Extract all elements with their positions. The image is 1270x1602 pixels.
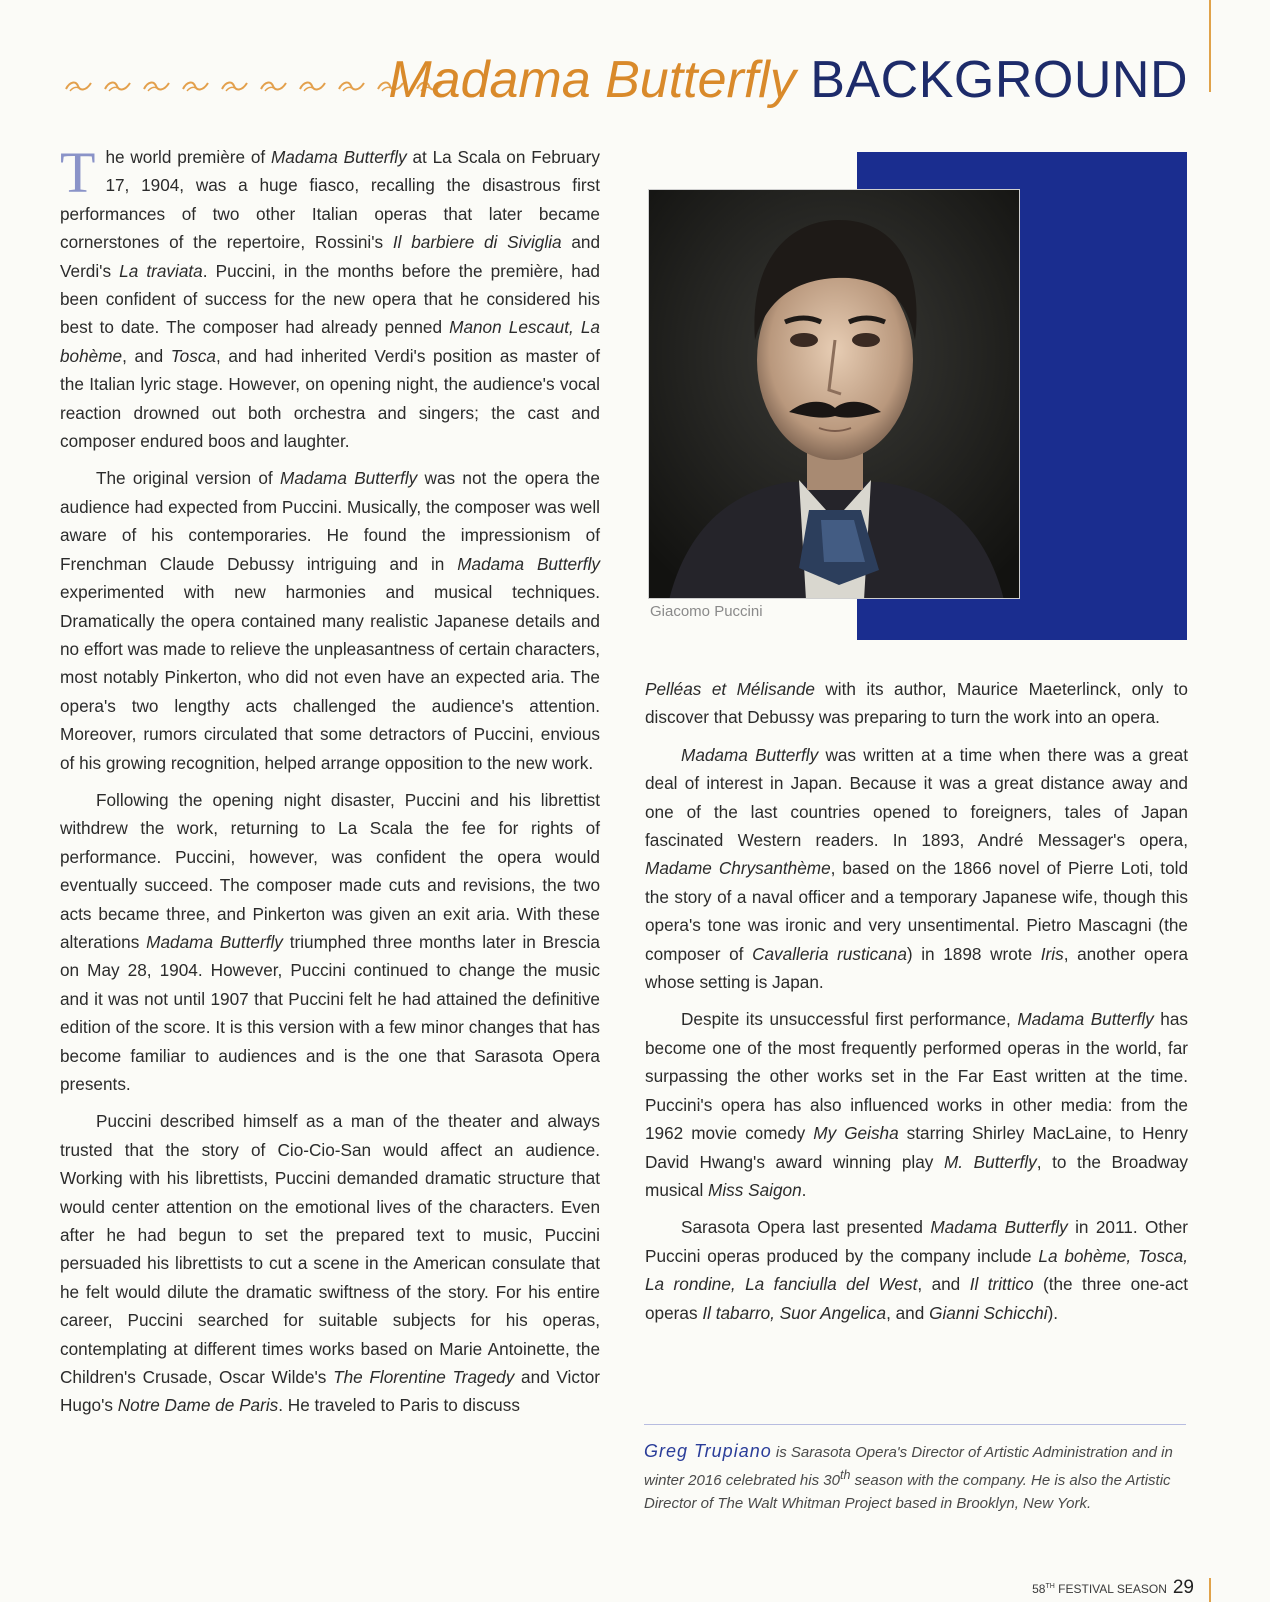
italic-title-run: La bohème, Tosca, La rondine, La fanciulla del West [645, 1245, 1188, 1295]
text-run: ). [1047, 1302, 1059, 1323]
title-opera-name: Madama Butterfly [388, 51, 796, 109]
title-background-word: BACKGROUND [810, 51, 1188, 109]
text-run: with its author, Maurice Maeterlinck, only to discover that Debussy was preparing to turn the work into an opera. [645, 679, 1188, 728]
italic-title-run: My Geisha [813, 1123, 899, 1144]
text-run: (the three one-act operas [645, 1274, 1188, 1323]
author-bio [644, 1440, 1189, 1515]
italic-title-run: Il trittico [969, 1274, 1034, 1295]
text-run: at La Scala on February 17, 1904, was a huge fiasco, recalling the disastrous first performances of two other Italian operas that later became cornerstones of the repertoire, Rossini's [60, 147, 600, 253]
text-run: , to the Broadway musical [645, 1151, 1188, 1200]
text-run: was not the opera the audience had expected from Puccini. Musically, the composer was well aware of his contemporaries. He found the impressionism of Frenchman Claude Debussy intriguing and in [60, 468, 600, 574]
italic-title-run: Madama Butterfly [146, 931, 283, 952]
italic-title-run: Madama Butterfly [457, 553, 600, 574]
text-run: was written at a time when there was a great deal of interest in Japan. Because it was a great distance away and one of the last countries opened to foreigners, tales of Japan fascinated Western readers. In 1893, André Messager's opera, [645, 744, 1188, 851]
italic-title-run: Pelléas et Mélisande [645, 679, 815, 699]
text-run: . [801, 1179, 807, 1200]
italic-title-run: Madama Butterfly [681, 744, 819, 765]
text-run: and Victor Hugo's [60, 1367, 600, 1416]
drop-cap: T [60, 140, 96, 205]
season-ordinal: TH [1045, 1583, 1055, 1590]
text-run: , and [886, 1302, 930, 1323]
text-run: , another opera whose setting is Japan. [645, 943, 1188, 993]
text-run: starring Shirley MacLaine, to Henry David Hwang's award winning play [645, 1123, 1188, 1172]
body-paragraph [645, 675, 1188, 732]
body-paragraph [60, 1107, 600, 1419]
season-number: 58 [1032, 1582, 1046, 1596]
bottom-right-accent-rule [1209, 1578, 1211, 1602]
body-paragraph [60, 140, 600, 455]
bio-text-part2: season with the company. He is also the Artistic Director of The Walt Whitman Project based in Brooklyn, New York. [644, 1472, 1171, 1512]
page-number: 29 [1172, 1577, 1194, 1598]
text-run: , based on the 1866 novel of Pierre Loti, told the story of a naval officer and a temporary Japanese wife, though this opera's tone was ironic and very unsentimental. Pietro Mascagni (the composer of [645, 858, 1189, 964]
paragraph-text [60, 140, 600, 452]
italic-title-run: Miss Saigon [708, 1179, 802, 1200]
wave-ornament-icon [64, 77, 94, 95]
italic-title-run: Madame Chrysanthème [645, 858, 831, 879]
body-paragraph [60, 464, 600, 776]
text-run: , and had inherited Verdi's position as master of the Italian lyric stage. However, on opening night, the audience's vocal reaction drowned out both orchestra and singers; the cast and composer endured boos and laughter. [60, 345, 600, 452]
text-run: ) in 1898 wrote [906, 943, 1041, 964]
author-name: Greg Trupiano [644, 1441, 772, 1461]
left-text-column [60, 140, 600, 1429]
text-run: experimented with new harmonies and musical techniques. Dramatically the opera contained many realistic Japanese details and no effort was made to relieve the unpleasantness of certain characters, most notably Pinkerton, who did not even have an expected aria. The opera's two lengthy acts challenged the audience's attention. Moreover, rumors circulated that some detractors of Puccini, envious of his growing recognition, helped arrange opposition to the new work. [60, 582, 600, 773]
body-paragraph [645, 1005, 1188, 1204]
italic-title-run: Iris [1040, 943, 1064, 964]
wave-ornament-icon [337, 77, 367, 95]
body-paragraph [60, 786, 600, 1098]
wave-ornament-icon [142, 77, 172, 95]
page-header [58, 48, 1188, 118]
italic-title-run: Notre Dame de Paris [117, 1395, 279, 1416]
body-paragraph [645, 1213, 1188, 1327]
wave-ornament-icon [298, 77, 328, 95]
text-run: . He traveled to Paris to discuss [278, 1395, 520, 1416]
page-title [388, 48, 1188, 112]
text-run: Puccini described himself as a man of the theater and always trusted that the story of Cio-Cio-San would affect an audience. Working with his librettists, Puccini demanded dramatic structure that would center attention on the emotional lives of the characters. Even after he had begun to set the prepared text to music, Puccini persuaded his librettists to cut a scene in the American consulate that he felt would dilute the dramatic swiftness of the story. For his entire career, Puccini searched for suitable subjects for his operas, contemplating at different times works based on Marie Antoinette, the Children's Crusade, Oscar Wilde's [60, 1111, 600, 1388]
italic-title-run: M. Butterfly [943, 1151, 1037, 1172]
text-run: in 2011. Other Puccini operas produced by the company include [645, 1217, 1188, 1266]
italic-title-run: Il barbiere di Siviglia [392, 232, 562, 253]
italic-title-run: Madama Butterfly [280, 468, 418, 489]
text-run: and Verdi's [60, 232, 600, 281]
text-run: triumphed three months later in Brescia on May 28, 1904. However, Puccini continued to change the music and it was not until 1907 that Puccini felt he had attained the definitive edition of the score. It is this version with a few minor changes that has become familiar to audiences and is the one that Sarasota Opera presents. [60, 931, 600, 1094]
text-run: Despite its unsuccessful first performance, [681, 1009, 1018, 1030]
body-paragraph [645, 741, 1188, 997]
italic-title-run: Madama Butterfly [270, 147, 407, 167]
page-footer [1032, 1577, 1194, 1599]
italic-title-run: Il tabarro, Suor Angelica [702, 1302, 887, 1323]
text-run: has become one of the most frequently performed operas in the world, far surpassing the other works set in the Far East written at the time. Puccini's opera has also influenced works in other media: from the 1962 movie comedy [645, 1009, 1188, 1144]
top-right-accent-rule [1209, 0, 1211, 92]
italic-title-run: Cavalleria rusticana [752, 943, 907, 964]
text-run: The original version of [96, 468, 281, 489]
italic-title-run: Manon Lescaut, La bohème [60, 317, 600, 366]
season-label: FESTIVAL SEASON [1054, 1582, 1167, 1596]
right-text-column [645, 675, 1188, 1336]
italic-title-run: La traviata [119, 260, 203, 281]
bio-ordinal-suffix: th [839, 1468, 851, 1482]
wave-ornament-icon [181, 77, 211, 95]
portrait-illustration [649, 190, 1020, 599]
italic-title-run: Madama Butterfly [1017, 1009, 1154, 1030]
wave-ornament-icon [259, 77, 289, 95]
puccini-portrait-photo [648, 189, 1020, 599]
text-run: Sarasota Opera last presented [681, 1217, 931, 1238]
bio-divider [644, 1424, 1186, 1425]
bio-text-part1: is Sarasota Opera's Director of Artistic Administration and in winter 2016 celebrated his 30 [644, 1444, 1173, 1489]
italic-title-run: The Florentine Tragedy [333, 1367, 515, 1388]
text-run: , and [917, 1274, 970, 1295]
text-run: Following the opening night disaster, Puccini and his librettist withdrew the work, returning to La Scala the fee for rights of performance. Puccini, however, was confident the opera would eventually succeed. The composer made cuts and revisions, the two acts became three, and Pinkerton was given an exit aria. With these alterations [60, 789, 600, 952]
text-run: . Puccini, in the months before the première, had been confident of success for the new opera that he considered his best to date. The composer had already penned [60, 260, 600, 338]
photo-caption: Giacomo Puccini [650, 603, 763, 620]
wave-ornament-icon [220, 77, 250, 95]
wave-ornament-icon [103, 77, 133, 95]
text-run: he world première of [105, 147, 271, 167]
italic-title-run: Gianni Schicchi [929, 1302, 1048, 1323]
text-run: , and [122, 345, 171, 366]
italic-title-run: Madama Butterfly [930, 1217, 1068, 1238]
italic-title-run: Tosca [170, 345, 216, 366]
